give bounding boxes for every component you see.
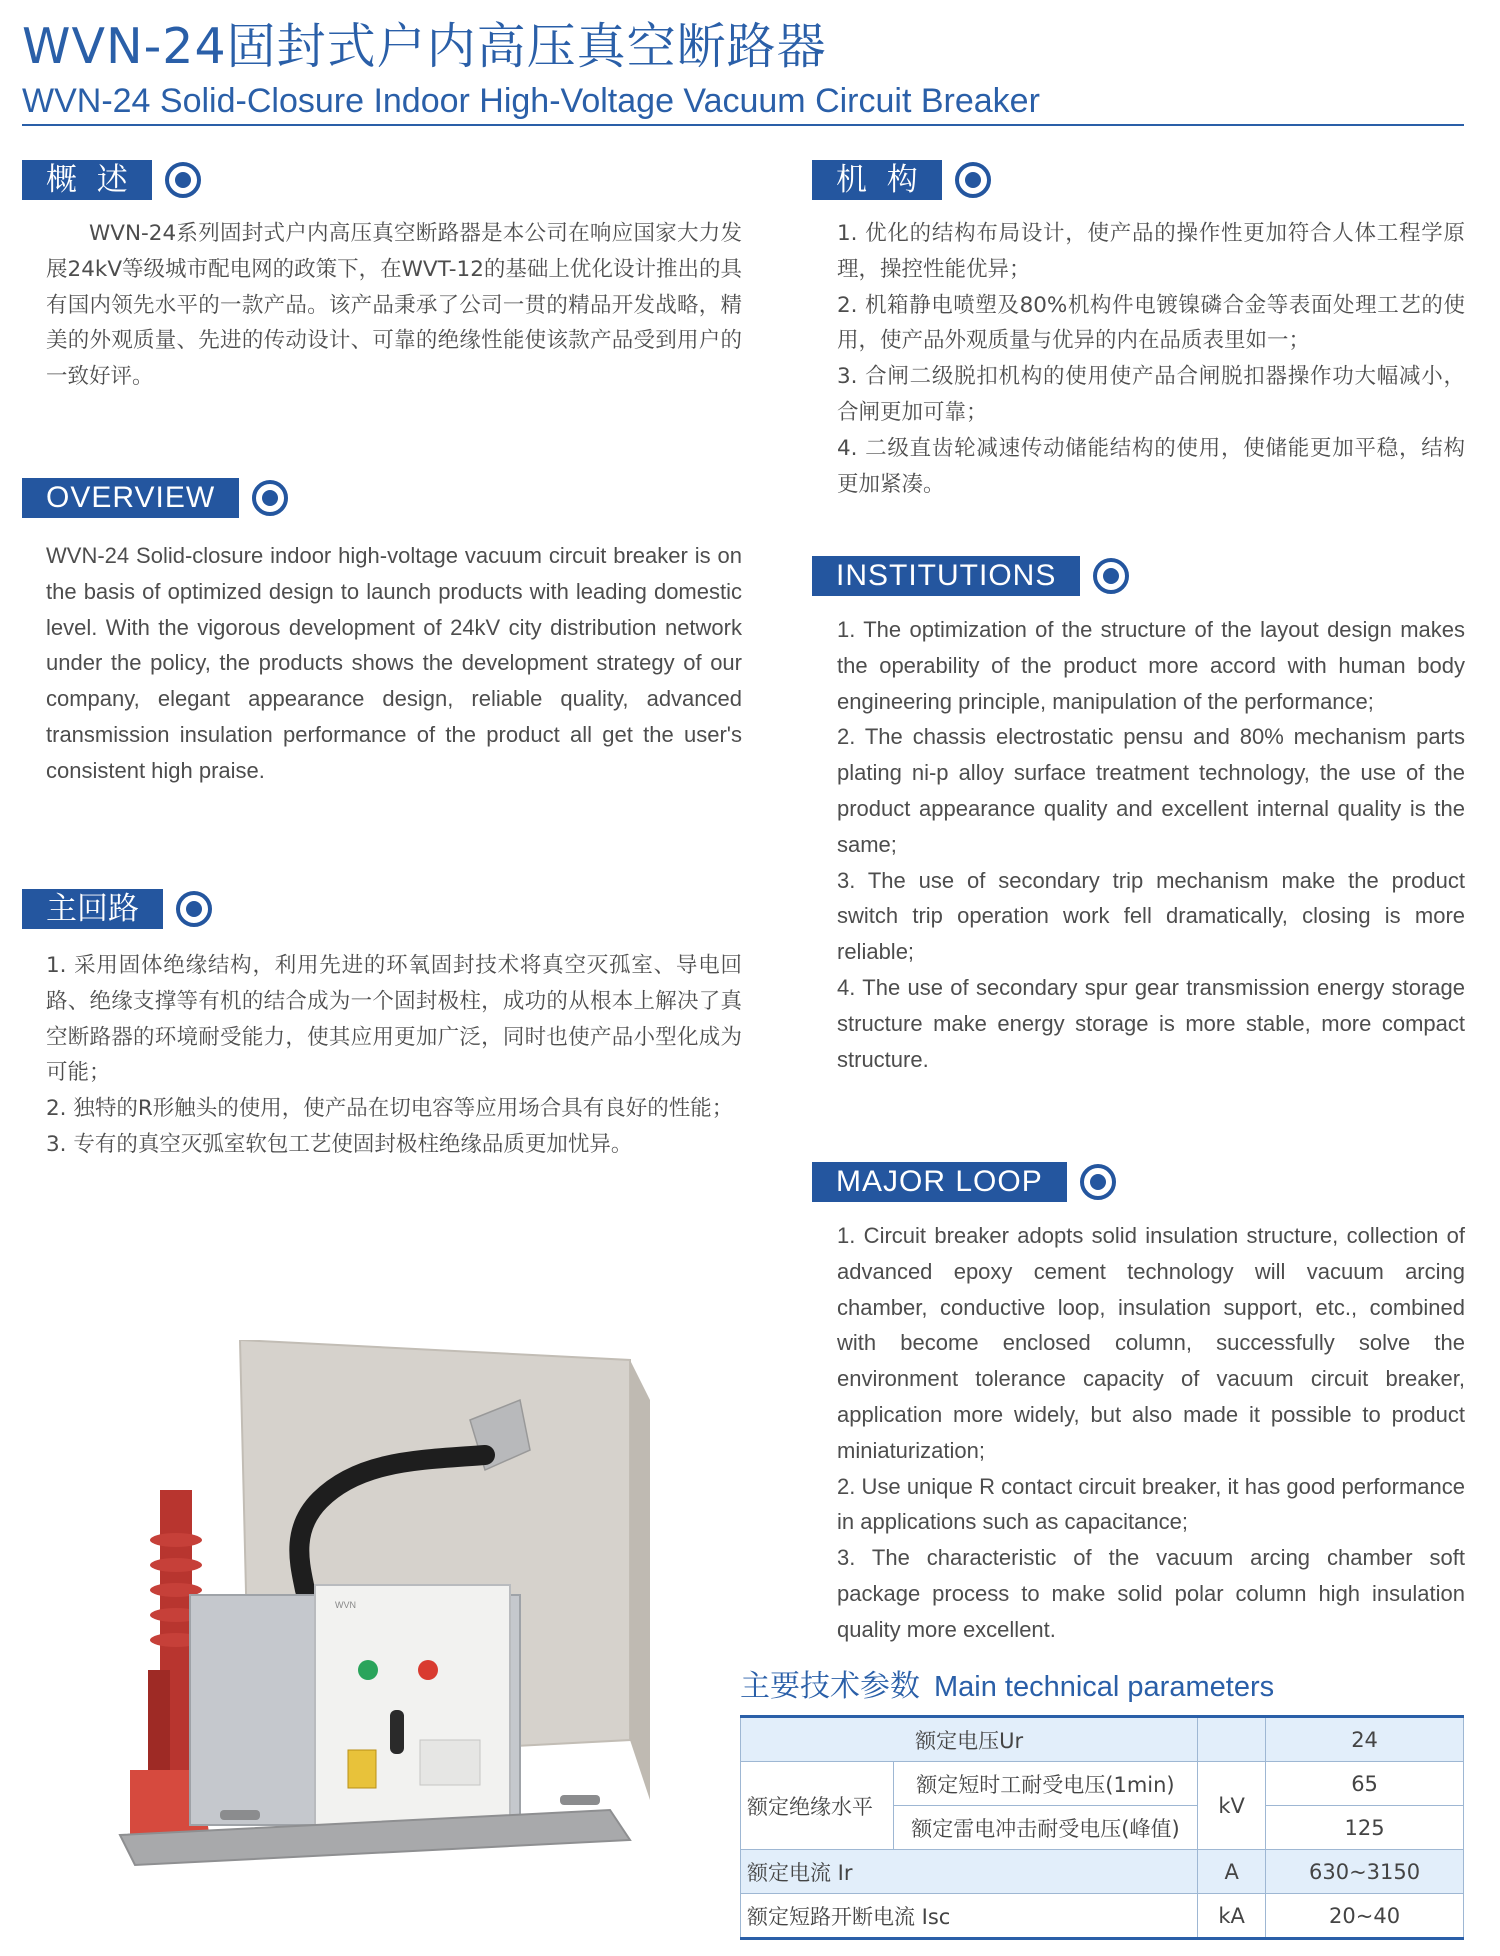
- list-item: 1. 优化的结构布局设计，使产品的操作性更加符合人体工程学原理，操控性能优异；: [837, 221, 1465, 282]
- table-row: [741, 1850, 1464, 1894]
- rated-voltage-value: 24: [1266, 1717, 1464, 1762]
- list-item: 1. The optimization of the structure of the layout design makes the operability of the product more accord with human body engineering principle, manipulation of the performance;: [837, 617, 1465, 714]
- target-icon: [1079, 1163, 1117, 1201]
- handle-right: [560, 1795, 600, 1805]
- rated-current-label: 额定电流 Ir: [741, 1850, 1198, 1894]
- list-item: 3. 合闸二级脱扣机构的使用使产品合闸脱扣器操作功大幅减小，合闸更加可靠；: [837, 364, 1465, 425]
- jigou-body: [837, 216, 1465, 502]
- lightning-impulse-value: 125: [1266, 1806, 1464, 1850]
- breaking-current-unit: kA: [1198, 1894, 1266, 1939]
- gaishu-text: WVN-24系列固封式户内高压真空断路器是本公司在响应国家大力发展24kV等级城市配电网的政策下，在WVT-12的基础上优化设计推出的具有国内领先水平的一款产品。该产品秉承了公司一贯的精品开发战略，精美的外观质量、先进的传动设计、可靠的绝缘性能使该款产品受到用户的一致好评。: [46, 221, 742, 390]
- institutions-body: [837, 612, 1465, 1077]
- breaking-current-label: 额定短路开断电流 Isc: [741, 1894, 1198, 1939]
- withstand-voltage-value: 65: [1266, 1762, 1464, 1806]
- insulation-unit: kV: [1198, 1762, 1266, 1850]
- section-header-label: OVERVIEW: [22, 478, 239, 518]
- target-icon: [251, 479, 289, 517]
- params-title-cn: 主要技术参数: [740, 1669, 920, 1704]
- withstand-voltage-label: 额定短时工耐受电压(1min): [893, 1762, 1197, 1806]
- front-panel: [315, 1585, 510, 1835]
- list-item: 1. Circuit breaker adopts solid insulation structure, collection of advanced epoxy cement technology will vacuum arcing chamber, conductive loop, insulation support, etc., combined with become enclosed column, successfully solve the environment tolerance capacity of vacuum circuit breaker, application more widely, but also made it possible to product miniaturization;: [837, 1223, 1465, 1463]
- indicator-window: [390, 1710, 404, 1754]
- unit-cell: [1198, 1717, 1266, 1762]
- list-item: 1. 采用固体绝缘结构，利用先进的环氧固封技术将真空灭孤室、导电回路、绝缘支撑等有机的结合成为一个固封极柱，成功的从根本上解决了真空断路器的环境耐受能力，使其应用更加广泛，同时也使产品小型化成为可能；: [46, 953, 742, 1086]
- brand-label: WVN: [335, 1600, 356, 1610]
- list-item: 3. The characteristic of the vacuum arcing chamber soft package process to make solid polar column high insulation quality more excellent.: [837, 1545, 1465, 1642]
- page-title: WVN-24固封式户内高压真空断路器: [22, 18, 827, 75]
- params-title: [740, 1665, 1274, 1709]
- major-loop-body: [837, 1218, 1465, 1648]
- lightning-impulse-label: 额定雷电冲击耐受电压(峰值): [893, 1806, 1197, 1850]
- target-icon: [1092, 557, 1130, 595]
- side-plate: [630, 1360, 650, 1800]
- section-header-major-loop: [812, 1162, 1117, 1202]
- list-item: 2. 机箱静电喷塑及80%机构件电镀镍磷合金等表面处理工艺的使用，使产品外观质量与优异的内在品质表里如一；: [837, 292, 1465, 354]
- nameplate: [420, 1740, 480, 1785]
- table-row: [741, 1762, 1464, 1806]
- target-icon: [164, 161, 202, 199]
- section-header-zhuhuilu: [22, 889, 213, 929]
- zhuhuilu-body: [46, 948, 742, 1163]
- rated-current-unit: A: [1198, 1850, 1266, 1894]
- gaishu-body: [46, 216, 742, 395]
- params-title-en: Main technical parameters: [934, 1671, 1275, 1703]
- list-item: 2. Use unique R contact circuit breaker, it has good performance in applications such as capacitance;: [837, 1473, 1465, 1535]
- params-table: [740, 1715, 1464, 1940]
- page-subtitle: WVN-24 Solid-Closure Indoor High-Voltage Vacuum Circuit Breaker: [22, 82, 1040, 120]
- section-header-gaishu: [22, 160, 202, 200]
- overview-text: WVN-24 Solid-closure indoor high-voltage vacuum circuit breaker is on the basis of optimized design to launch products with leading domestic level. With the vigorous development of 24kV city distribution network under the policy, the products shows the development strategy of our company, elegant appearance design, reliable quality, advanced transmission insulation performance of the product all get the user's consistent high praise.: [46, 543, 742, 783]
- handle-left: [220, 1810, 260, 1820]
- table-row: [741, 1894, 1464, 1939]
- list-item: 2. The chassis electrostatic pensu and 80% mechanism parts plating ni-p alloy surface treatment technology, the use of the product appearance quality and excellent internal quality is the same;: [837, 724, 1465, 857]
- warning-label: [348, 1750, 376, 1788]
- section-header-overview: [22, 478, 289, 518]
- section-header-label: 主回路: [22, 889, 163, 929]
- section-header-label: 概 述: [22, 160, 152, 200]
- rated-voltage-label: 额定电压Ur: [741, 1717, 1198, 1762]
- list-item: 3. The use of secondary trip mechanism make the product switch trip operation work fell dramatically, closing is more reliable;: [837, 867, 1465, 965]
- product-photo: [90, 1340, 650, 1880]
- section-header-label: INSTITUTIONS: [812, 556, 1080, 596]
- breaking-current-value: 20~40: [1266, 1894, 1464, 1939]
- overview-body: [46, 538, 742, 789]
- title-divider: [22, 124, 1464, 126]
- table-row: [741, 1717, 1464, 1762]
- target-icon: [175, 890, 213, 928]
- insulation-level-label: 额定绝缘水平: [741, 1762, 894, 1850]
- section-header-label: 机 构: [812, 160, 942, 200]
- section-header-institutions: [812, 556, 1130, 596]
- target-icon: [954, 161, 992, 199]
- list-item: 4. The use of secondary spur gear transmission energy storage structure make energy storage is more stable, more compact structure.: [837, 974, 1465, 1072]
- list-item: 2. 独特的R形触头的使用，使产品在切电容等应用场合具有良好的性能；: [46, 1096, 734, 1122]
- list-item: 4. 二级直齿轮减速传动储能结构的使用，使储能更加平稳，结构更加紧凑。: [837, 435, 1465, 497]
- section-header-jigou: [812, 160, 992, 200]
- rated-current-value: 630~3150: [1266, 1850, 1464, 1894]
- section-header-label: MAJOR LOOP: [812, 1162, 1067, 1202]
- list-item: 3. 专有的真空灭弧室软包工艺使固封极柱绝缘品质更加忧异。: [46, 1131, 633, 1157]
- open-button-indicator: [418, 1660, 438, 1680]
- close-button-indicator: [358, 1660, 378, 1680]
